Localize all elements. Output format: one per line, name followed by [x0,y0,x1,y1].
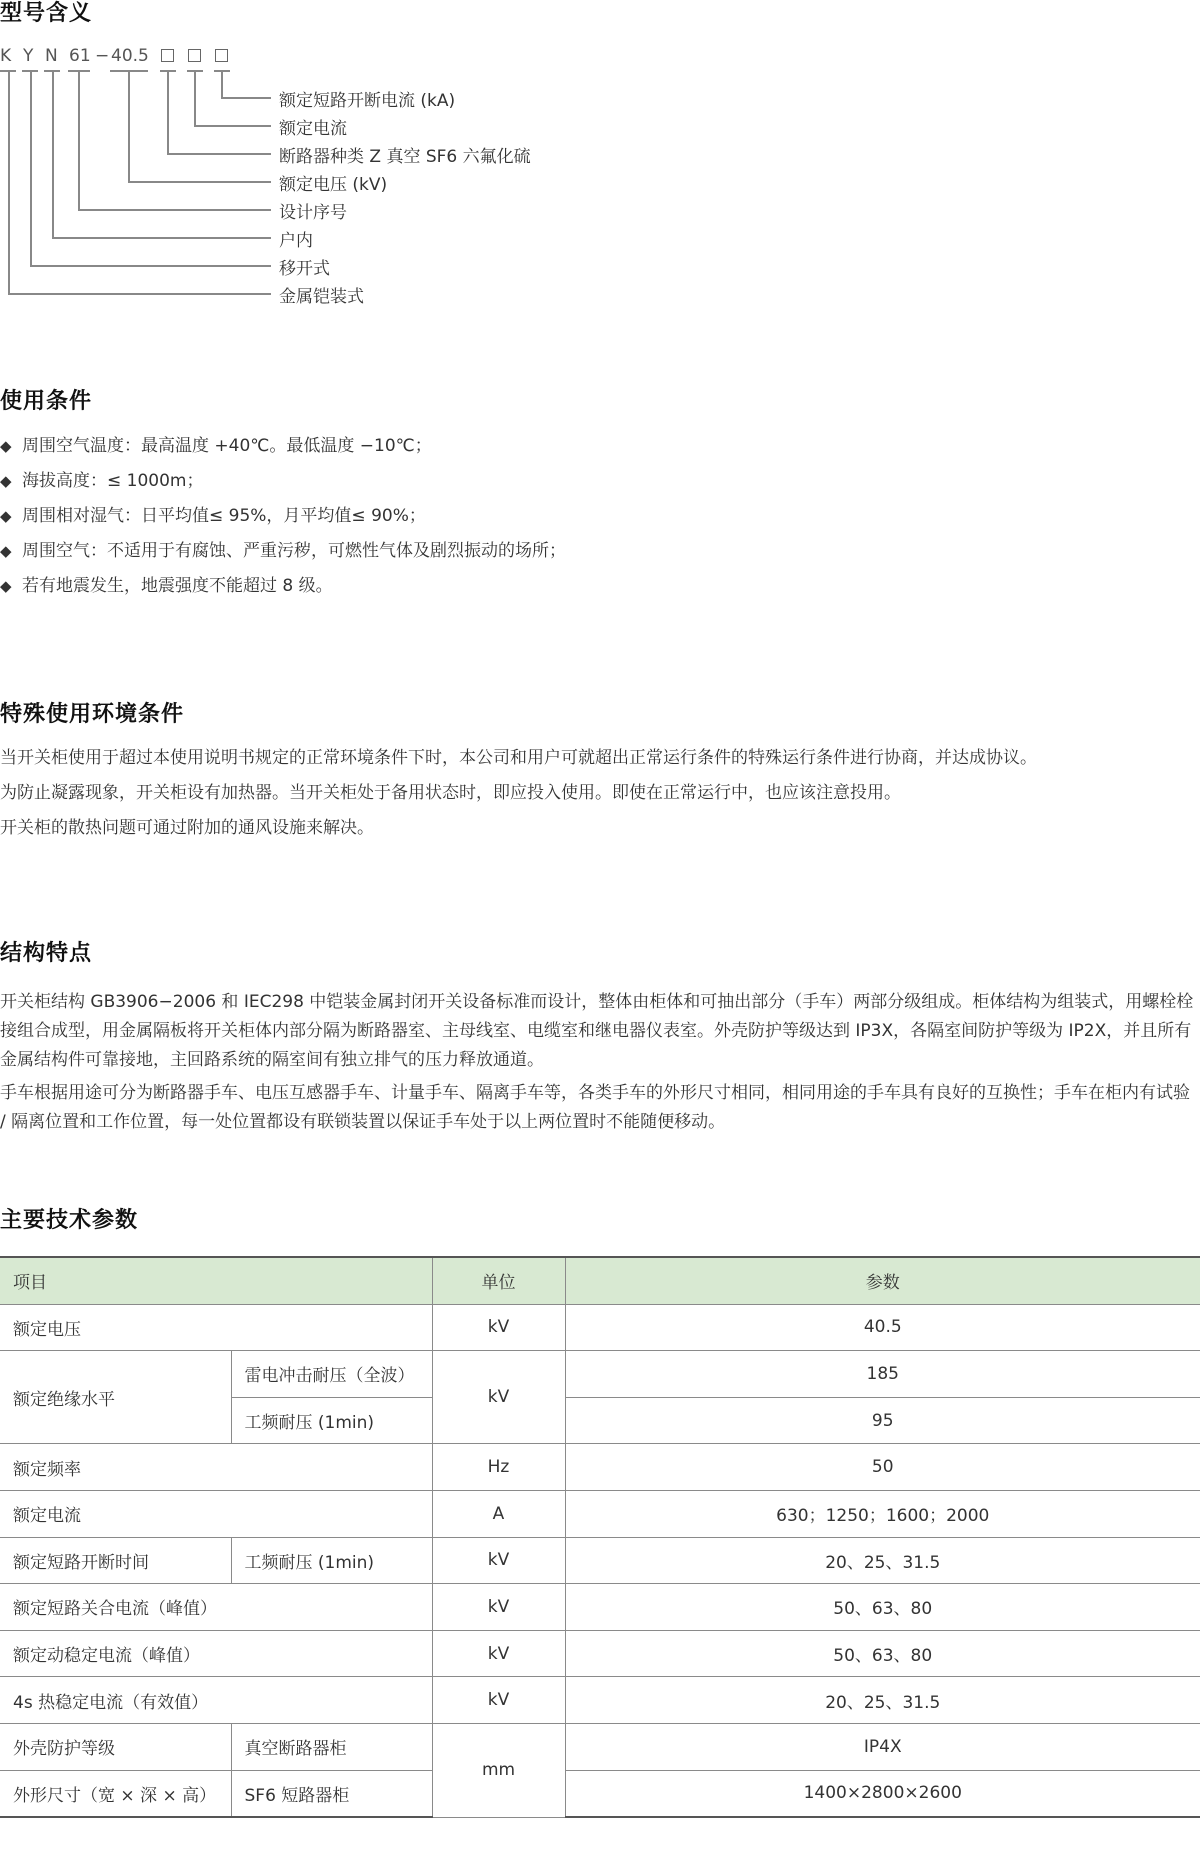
label-breaker-type: 断路器种类 Z 真空 SF6 六氟化硫 [279,147,531,167]
cell-item: 额定电流 [0,1490,432,1537]
cell-sub-item: 真空断路器柜 [231,1723,432,1770]
connector-line [167,72,169,154]
code-design-number: 61 [69,46,91,66]
cell-value: 185 [565,1351,1200,1398]
cell-item: 额定短路开断时间 [0,1537,231,1584]
cell-value: 95 [565,1397,1200,1444]
table-row [0,1723,1200,1770]
connector-line [78,209,271,211]
code-letter-n: N [45,46,58,66]
table-row [0,1444,1200,1491]
table-row [0,1677,1200,1724]
connector-line [194,125,271,127]
connector-line [128,181,271,183]
cell-item: 4s 热稳定电流（有效值） [0,1677,432,1724]
cell-value: 20、25、31.5 [565,1677,1200,1724]
cell-value: 1400×2800×2600 [565,1770,1200,1817]
code-letter-k: K [0,46,12,66]
table-row [0,1584,1200,1631]
connector-line [167,153,271,155]
cell-item: 外形尺寸（宽 × 深 × 高） [0,1770,231,1817]
cell-value: 630；1250；1600；2000 [565,1490,1200,1537]
cell-item: 额定动稳定电流（峰值） [0,1630,432,1677]
label-rated-voltage: 额定电压 (kV) [279,175,388,195]
cell-item: 额定绝缘水平 [0,1351,231,1444]
cell-sub-item: 雷电冲击耐压（全波） [231,1351,432,1398]
label-design-number: 设计序号 [279,203,347,223]
cell-unit: mm [432,1723,565,1817]
diamond-bullet-icon: ◆ [0,577,12,595]
cell-unit: kV [432,1537,565,1584]
section-title-params: 主要技术参数 [0,1208,139,1233]
connector-line [52,237,271,239]
model-code-diagram [0,40,600,320]
cell-item: 额定电压 [0,1304,432,1351]
table-row [0,1304,1200,1351]
cell-unit: kV [432,1351,565,1444]
cell-item: 外壳防护等级 [0,1723,231,1770]
cell-sub-item: 工频耐压 (1min) [231,1397,432,1444]
section-title-structure: 结构特点 [0,941,93,966]
cell-unit: kV [432,1584,565,1631]
list-item: ◆ 周围空气：不适用于有腐蚀、严重污秽，可燃性气体及剧烈振动的场所； [0,538,566,573]
paragraph: 手车根据用途可分为断路器手车、电压互感器手车、计量手车、隔离手车等，各类手车的外形尺寸相同，相同用途的手车具有良好的互换性；手车在柜内有试验 / 隔离位置和工作位置，每一处位置都设有联锁装置以保证手车处于以上两位置时不能随便移动。 [0,1083,1190,1132]
diamond-bullet-icon: ◆ [0,507,12,525]
connector-line [52,72,54,238]
cell-value: 20、25、31.5 [565,1537,1200,1584]
label-withdrawable: 移开式 [279,259,330,279]
label-breaking-current: 额定短路开断电流 (kA) [279,91,456,111]
header-item: 项目 [0,1257,432,1304]
connector-line [221,97,271,99]
connector-line [78,72,80,210]
table-row [0,1537,1200,1584]
code-box-breaker-type [161,49,174,62]
list-item: ◆ 若有地震发生，地震强度不能超过 8 级。 [0,573,566,608]
diamond-bullet-icon: ◆ [0,542,12,560]
connector-line [8,293,271,295]
list-item: ◆ 周围相对湿气：日平均值≤ 95%，月平均值≤ 90%； [0,503,566,538]
section-title-conditions: 使用条件 [0,389,93,414]
list-item: ◆ 周围空气温度：最高温度 +40℃。最低温度 −10℃； [0,433,566,468]
diamond-bullet-icon: ◆ [0,472,12,490]
connector-line [30,72,32,266]
code-box-breaking-current [215,49,228,62]
code-box-current [188,49,201,62]
code-letter-y: Y [23,46,34,66]
paragraph: 为防止凝露现象，开关柜设有加热器。当开关柜处于备用状态时，即应投入使用。即使在正常运行中，也应该注意投用。 [0,783,901,803]
header-value: 参数 [565,1257,1200,1304]
connector-line [128,72,130,182]
diamond-bullet-icon: ◆ [0,437,12,455]
cell-value: 50、63、80 [565,1630,1200,1677]
connector-line [194,72,196,126]
spec-table [0,1256,1200,1818]
cell-value: 40.5 [565,1304,1200,1351]
cell-unit: kV [432,1304,565,1351]
section-title-model: 型号含义 [0,1,93,26]
cell-item: 额定频率 [0,1444,432,1491]
cell-unit: A [432,1490,565,1537]
conditions-list [0,433,566,608]
cell-value: IP4X [565,1723,1200,1770]
code-dash: − [95,46,110,66]
table-row [0,1770,1200,1817]
table-row [0,1351,1200,1398]
header-unit: 单位 [432,1257,565,1304]
cell-value: 50 [565,1444,1200,1491]
paragraph: 开关柜的散热问题可通过附加的通风设施来解决。 [0,818,374,838]
cell-unit: Hz [432,1444,565,1491]
cell-sub-item: SF6 短路器柜 [231,1770,432,1817]
cell-unit: kV [432,1630,565,1677]
label-indoor: 户内 [279,231,313,251]
connector-line [30,265,271,267]
table-row [0,1630,1200,1677]
connector-line [221,72,223,98]
connector-line [8,72,10,294]
cell-item: 额定短路关合电流（峰值） [0,1584,432,1631]
section-title-special: 特殊使用环境条件 [0,702,185,727]
cell-sub-item: 工频耐压 (1min) [231,1537,432,1584]
paragraph: 开关柜结构 GB3906−2006 和 IEC298 中铠装金属封闭开关设备标准而设计，整体由柜体和可抽出部分（手车）两部分级组成。柜体结构为组装式，用螺栓栓接组合成型，用金属隔板将开关柜体内部分隔为断路器室、主母线室、电缆室和继电器仪表室。外壳防护等级达到 IP3X，各隔室间防护等级为 IP2X，并且所有金属结构件可靠接地，主回路系统的隔室间有独立排气的压力释放通道。 [0,992,1194,1070]
list-item: ◆ 海拔高度：≤ 1000m； [0,468,566,503]
cell-value: 50、63、80 [565,1584,1200,1631]
label-rated-current: 额定电流 [279,119,347,139]
table-header-row [0,1257,1200,1304]
label-metal-clad: 金属铠装式 [279,287,364,307]
paragraph: 当开关柜使用于超过本使用说明书规定的正常环境条件下时，本公司和用户可就超出正常运行条件的特殊运行条件进行协商，并达成协议。 [0,748,1037,768]
table-row [0,1490,1200,1537]
cell-unit: kV [432,1677,565,1724]
code-voltage: 40.5 [111,46,149,66]
